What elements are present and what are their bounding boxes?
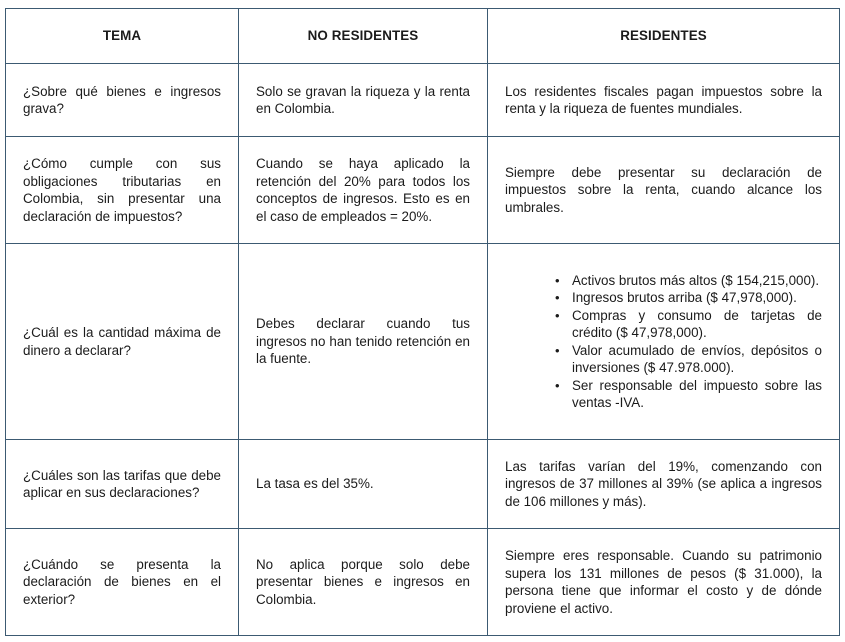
bullet-icon: • — [555, 272, 560, 288]
cell-no-residentes: La tasa es del 35%. — [239, 440, 488, 529]
cell-no-residentes: No aplica porque solo debe presentar bienes e ingresos en Colombia. — [239, 529, 488, 636]
list-item — [555, 377, 822, 412]
cell-no-residentes: Debes declarar cuando tus ingresos no han tenido retención en la fuente. — [239, 244, 488, 440]
cell-residentes: Siempre eres responsable. Cuando su patrimonio supera los 131 millones de pesos ($ 31.000), la persona tiene que informar el costo y de dónde proviene el activo. — [488, 529, 840, 636]
list-item-text: Ingresos brutos arriba ($ 47,978,000). — [572, 290, 797, 305]
list-item-text: Compras y consumo de tarjetas de crédito ($ 47,978,000). — [572, 307, 822, 340]
comparison-table — [5, 8, 840, 636]
table-row — [6, 529, 840, 636]
comparison-table-container — [5, 8, 839, 636]
header-no-residentes: NO RESIDENTES — [239, 9, 488, 64]
bullet-icon: • — [555, 307, 560, 323]
list-item — [555, 342, 822, 377]
cell-no-residentes: Cuando se haya aplicado la retención del 20% para todos los conceptos de ingresos. Esto es en el caso de empleados = 20%. — [239, 137, 488, 244]
table-row — [6, 244, 840, 440]
list-item-text: Valor acumulado de envíos, depósitos o inversiones ($ 47.978.000). — [572, 342, 822, 375]
header-residentes: RESIDENTES — [488, 9, 840, 64]
list-item — [555, 307, 822, 342]
table-body — [6, 64, 840, 636]
header-tema: TEMA — [6, 9, 239, 64]
bullet-icon: • — [555, 290, 560, 305]
cell-tema: ¿Cuáles son las tarifas que debe aplicar en sus declaraciones? — [6, 440, 239, 529]
cell-tema: ¿Cómo cumple con sus obligaciones tributarias en Colombia, sin presentar una declaración de impuestos? — [6, 137, 239, 244]
cell-tema: ¿Sobre qué bienes e ingresos grava? — [6, 64, 239, 137]
table-row — [6, 137, 840, 244]
table-header — [6, 9, 840, 64]
cell-residentes: Las tarifas varían del 19%, comenzando con ingresos de 37 millones al 39% (se aplica a ingresos de 106 millones y más). — [488, 440, 840, 529]
table-row — [6, 64, 840, 137]
list-item-text: Ser responsable del impuesto sobre las ventas -IVA. — [572, 377, 822, 410]
cell-residentes: Los residentes fiscales pagan impuestos sobre la renta y la riqueza de fuentes mundiales. — [488, 64, 840, 137]
cell-residentes-list — [488, 244, 840, 440]
cell-residentes: Siempre debe presentar su declaración de impuestos sobre la renta, cuando alcance los umbrales. — [488, 137, 840, 244]
cell-tema: ¿Cuándo se presenta la declaración de bienes en el exterior? — [6, 529, 239, 636]
list-item — [555, 289, 822, 307]
header-row — [6, 9, 840, 64]
list-item — [555, 272, 822, 290]
bullet-icon: • — [555, 377, 560, 393]
thresholds-list — [505, 272, 822, 412]
bullet-icon: • — [555, 342, 560, 358]
cell-no-residentes: Solo se gravan la riqueza y la renta en Colombia. — [239, 64, 488, 137]
cell-tema: ¿Cuál es la cantidad máxima de dinero a declarar? — [6, 244, 239, 440]
table-row — [6, 440, 840, 529]
list-item-text: Activos brutos más altos ($ 154,215,000). — [572, 272, 820, 288]
